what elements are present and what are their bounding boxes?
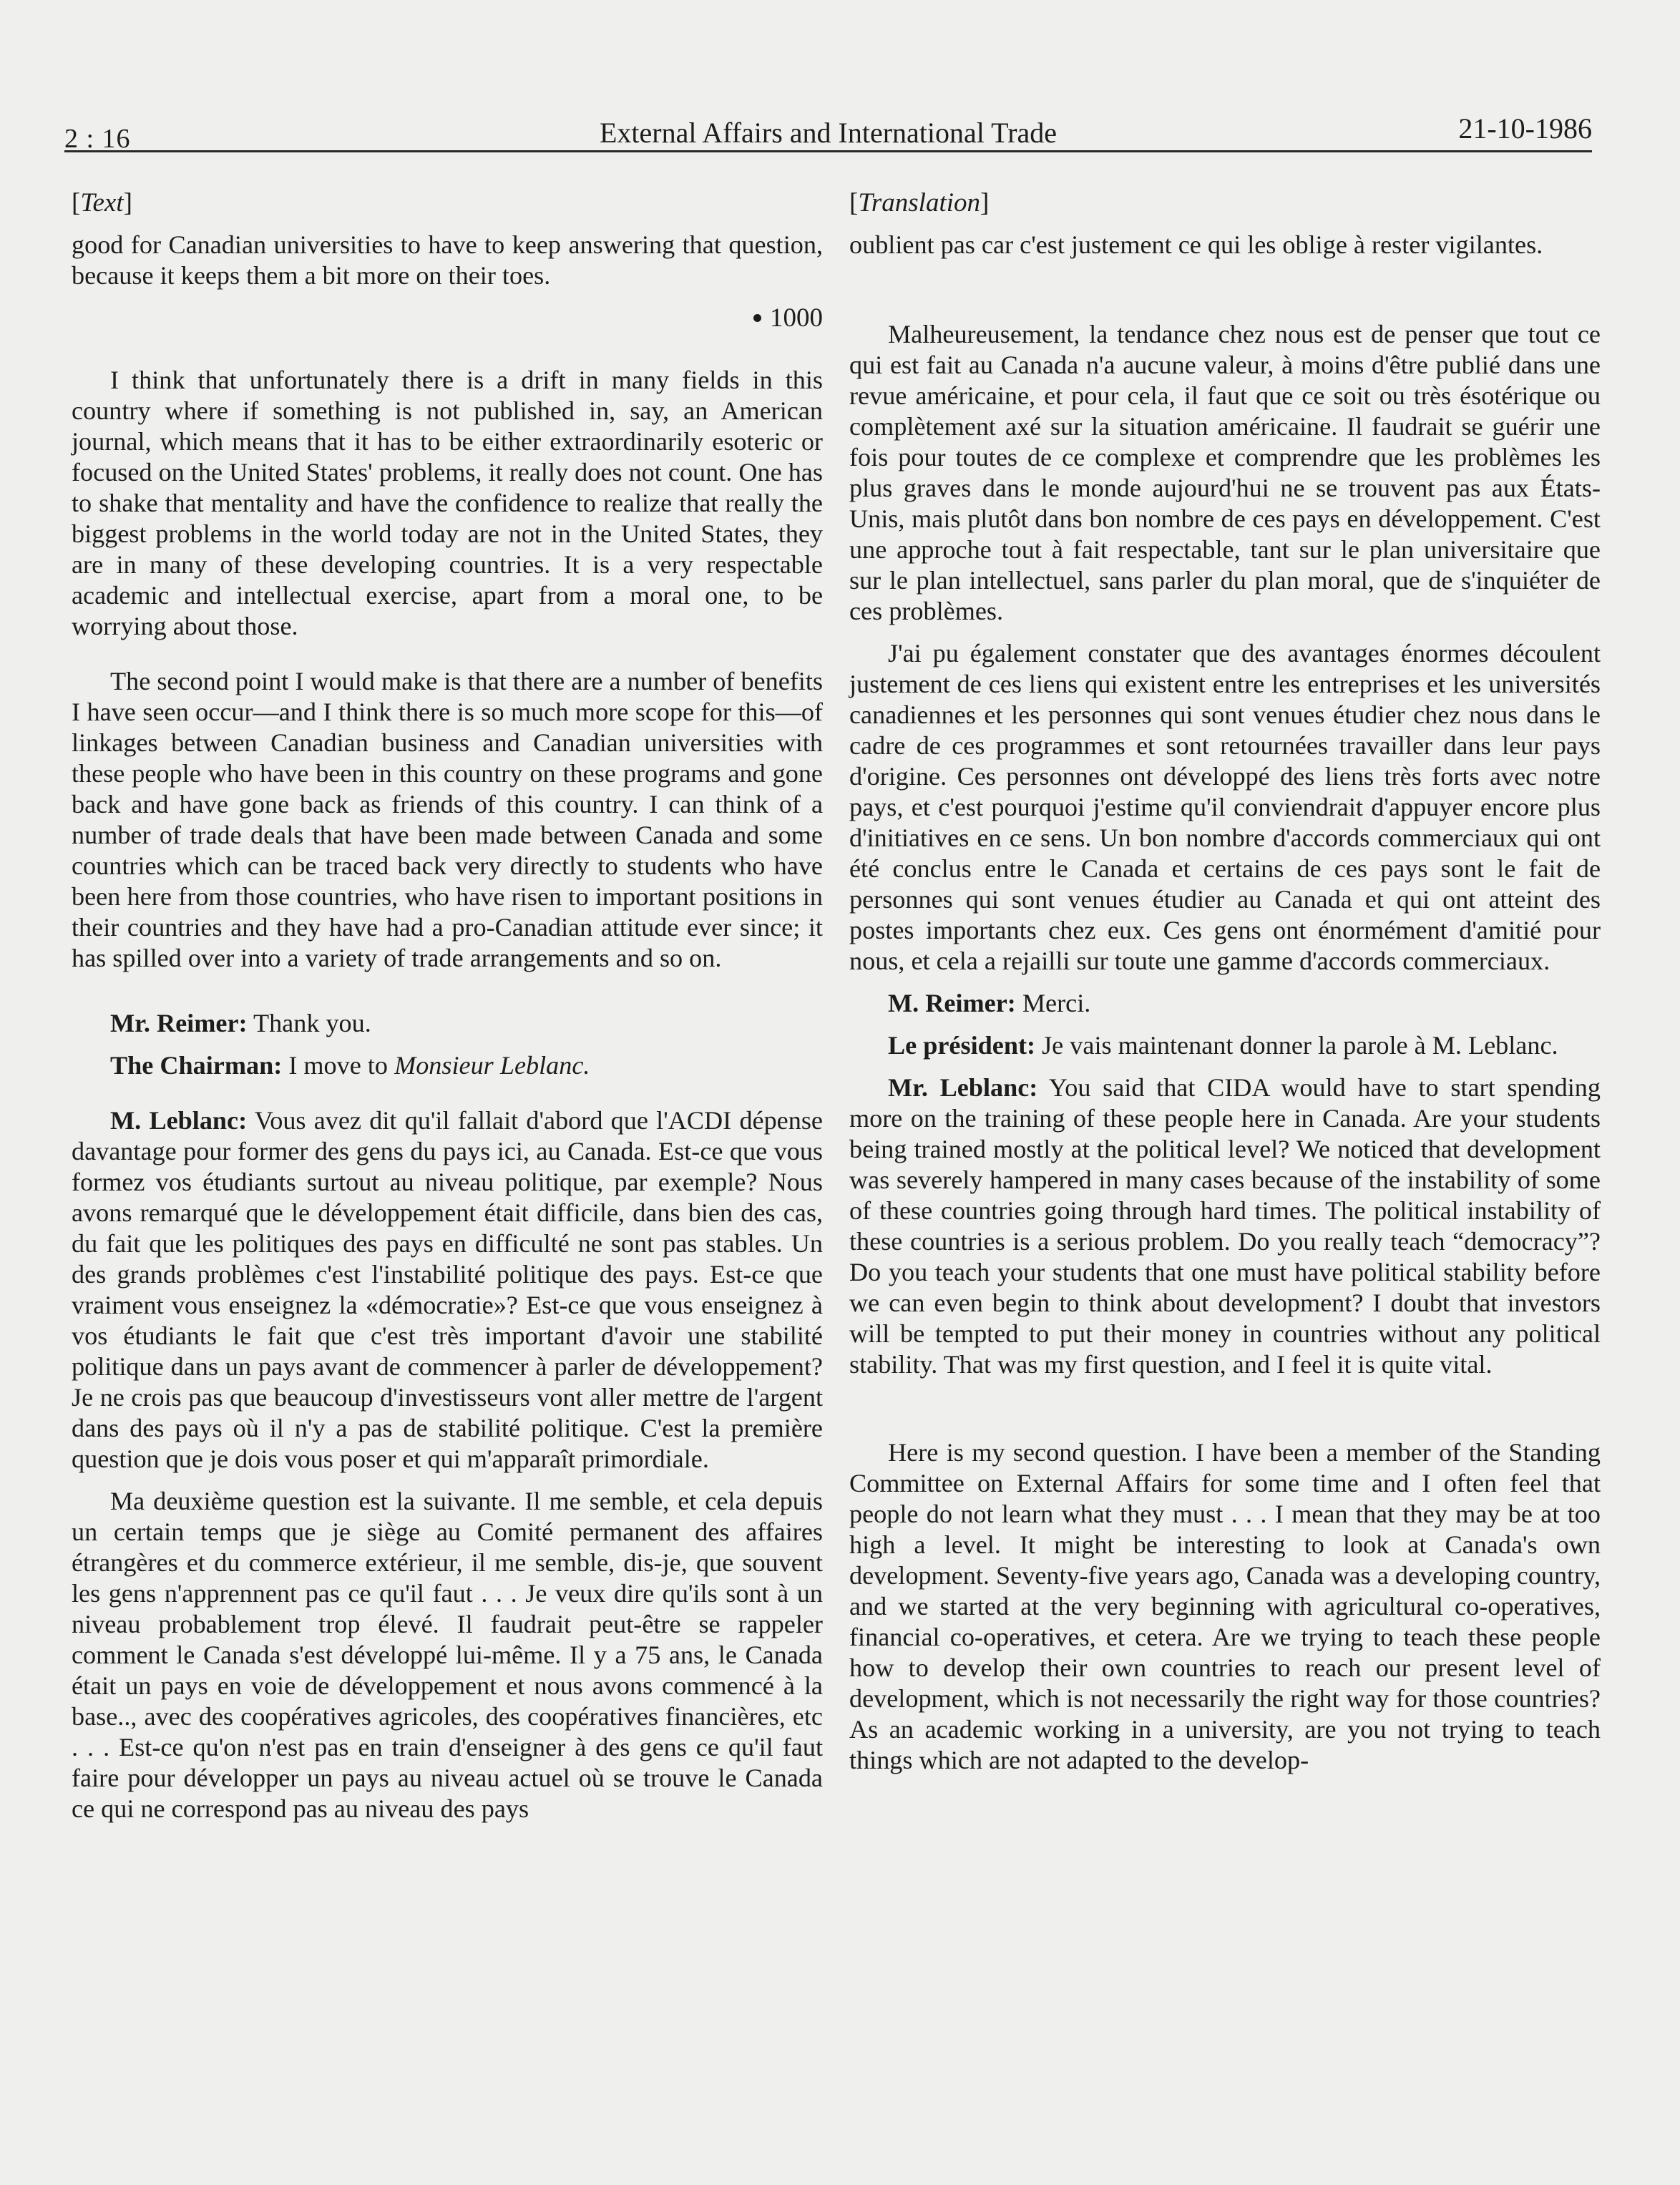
paragraph: oublient pas car c'est justement ce qui les oblige à rester vigilantes. [849,230,1543,259]
paragraph: I think that unfortunately there is a drift in many fields in this country where if something is not published in, say, an American journal, which means that it has to be either extraordinarily esoteric or focused on the United States' problems, it really does not count. One has to shake that mentality and have the confidence to realize that really the biggest problems in the world today are not in the United States, they are in many of these developing countries. It is a very respectable academic and intellectual exercise, apart from a moral one, to be worrying about those. [72,366,823,640]
speaker-line: M. Leblanc: Vous avez dit qu'il fallait d'abord que l'ACDI dépense davantage pour former des gens du pays ici, au Canada. Est-ce que vous formez vos étudiants surtout au niveau politique, par exemple? Nous avons remarqué que le développement était difficile, dans bien des cas, du fait que les politiques des pays en difficulté ne sont pas stables. Un des grands problèmes c'est l'instabilité politique des pays. Est-ce que vraiment vous enseignez la «démocratie»? Est-ce que vous enseignez à vos étudiants le fait que c'est très important d'avoir une stabilité politique dans un pays avant de commencer à parler de développement? Je ne crois pas que beaucoup d'investisseurs vont aller mettre de l'argent dans des pays où il n'y a pas de stabilité politique. C'est la première question que je dois vous poser et qui m'apparaît primordiale. [72,1106,823,1473]
speaker-name: The Chairman: [110,1051,283,1080]
speaker-line: M. Reimer: Merci. [888,989,1091,1017]
page-header [64,107,1592,152]
speaker-name: Mr. Reimer: [110,1009,248,1037]
speaker-line: Mr. Reimer: Thank you. [110,1009,371,1037]
speaker-name: Le président: [888,1031,1036,1060]
speaker-line: Mr. Leblanc: You said that CIDA would have to start spending more on the training of these people here in Canada. Are your students being trained mostly at the political level? We noticed that development was severely hampered in many cases because of the instability of some of these countries going through hard times. The political instability of these countries is a serious problem. Do you really teach “democracy”? Do you teach your students that one must have political stability before we can even begin to think about development? I doubt that investors will be tempted to put their money in countries without any political stability. That was my first question, and I feel it is quite vital. [849,1073,1601,1379]
speaker-name: M. Reimer: [888,989,1016,1017]
bullet-icon [753,314,761,322]
right-column [849,187,1601,1787]
speaker-line: The Chairman: I move to Monsieur Leblanc. [110,1051,590,1080]
paragraph: J'ai pu également constater que des avantages énormes découlent justement de ces liens qui existent entre les entreprises et les universités canadiennes et les personnes qui sont venues étudier chez nous dans le cadre de ces programmes et sont retournées travailler dans leur pays d'origine. Ces personnes ont développé des liens très forts avec notre pays, et c'est pourquoi j'estime qu'il conviendrait d'appuyer encore plus d'initiatives en ce sens. Un bon nombre d'accords commerciaux qui ont été conclus entre le Canada et certains de ces pays sont le fait de personnes qui sont venues étudier au Canada et qui ont atteint des postes importants chez eux. Ces gens ont énormément d'amitié pour nous, et cela a rejailli sur toute une gamme d'accords commerciaux. [849,639,1601,975]
paragraph: Here is my second question. I have been a member of the Standing Committee on External Affairs for some time and I often feel that people do not learn what they must . . . I mean that they may be at too high a level. It might be interesting to look at Canada's own development. Seventy-five years ago, Canada was a developing country, and we started at the very beginning with agricultural co-operatives, financial co-operatives, et cetera. Are we trying to teach these people how to develop their own countries to reach our present level of development, which is not necessarily the right way for those countries? As an academic working in a university, are you not trying to teach things which are not adapted to the develop- [849,1438,1601,1774]
paragraph: The second point I would make is that there are a number of benefits I have seen occur—and I think there is so much more scope for this—of linkages between Canadian business and Canadian universities with these people who have been in this country on these programs and gone back and have gone back as friends of this country. I can think of a number of trade deals that have been made between Canada and some countries which can be traced back very directly to students who have been here from those countries, who have risen to important positions in their countries and they have had a pro-Canadian attitude ever since; it has spilled over into a variety of trade arrangements and so on. [72,667,823,972]
speaker-name: Mr. Leblanc: [888,1073,1038,1102]
page-number: 2 : 16 [64,124,131,154]
page-date: 21-10-1986 [1458,112,1592,145]
paragraph: Ma deuxième question est la suivante. Il me semble, et cela depuis un certain temps que je siège au Comité permanent des affaires étrangères et du commerce extérieur, il me semble, dis-je, que souvent les gens n'apprennent pas ce qu'il faut . . . Je veux dire qu'ils sont à un niveau probablement trop élevé. Il faudrait peut-être se rappeler comment le Canada s'est développé lui-même. Il y a 75 ans, le Canada était un pays en voie de développement et nous avons commencé à la base.., avec des coopératives agricoles, des coopératives financières, etc . . . Est-ce qu'on n'est pas en train d'enseigner à des gens ce qu'il faut faire pour développer un pays au niveau actuel où se trouve le Canada ce qui ne correspond pas au niveau des pays [72,1487,823,1823]
paragraph: good for Canadian universities to have to keep answering that question, because it keeps them a bit more on their toes. [72,230,823,290]
left-column [72,187,823,1836]
running-title: External Affairs and International Trade [599,117,1058,149]
paragraph: Malheureusement, la tendance chez nous est de penser que tout ce qui est fait au Canada n'a aucune valeur, à moins d'être publié dans une revue américaine, et pour cela, il faut que ce soit ou très ésotérique ou complètement axé sur la situation américaine. Il faudrait se guérir une fois pour toutes de ce complexe et comprendre que les problèmes les plus graves dans le monde aujourd'hui ne se trouvent pas aux États-Unis, mais plutôt dans bon nombre de ces pays en développement. C'est une approche tout à fait respectable, tant sur le plan universitaire que sur le plan intellectuel, sans parler du plan moral, que de s'inquiéter de ces problèmes. [849,320,1601,625]
time-marker: 1000 [72,303,823,333]
speaker-name: M. Leblanc: [110,1106,248,1135]
source-tag: [Translation] [849,188,990,217]
source-tag: [Text] [72,188,132,217]
speaker-line: Le président: Je vais maintenant donner la parole à M. Leblanc. [888,1031,1558,1060]
